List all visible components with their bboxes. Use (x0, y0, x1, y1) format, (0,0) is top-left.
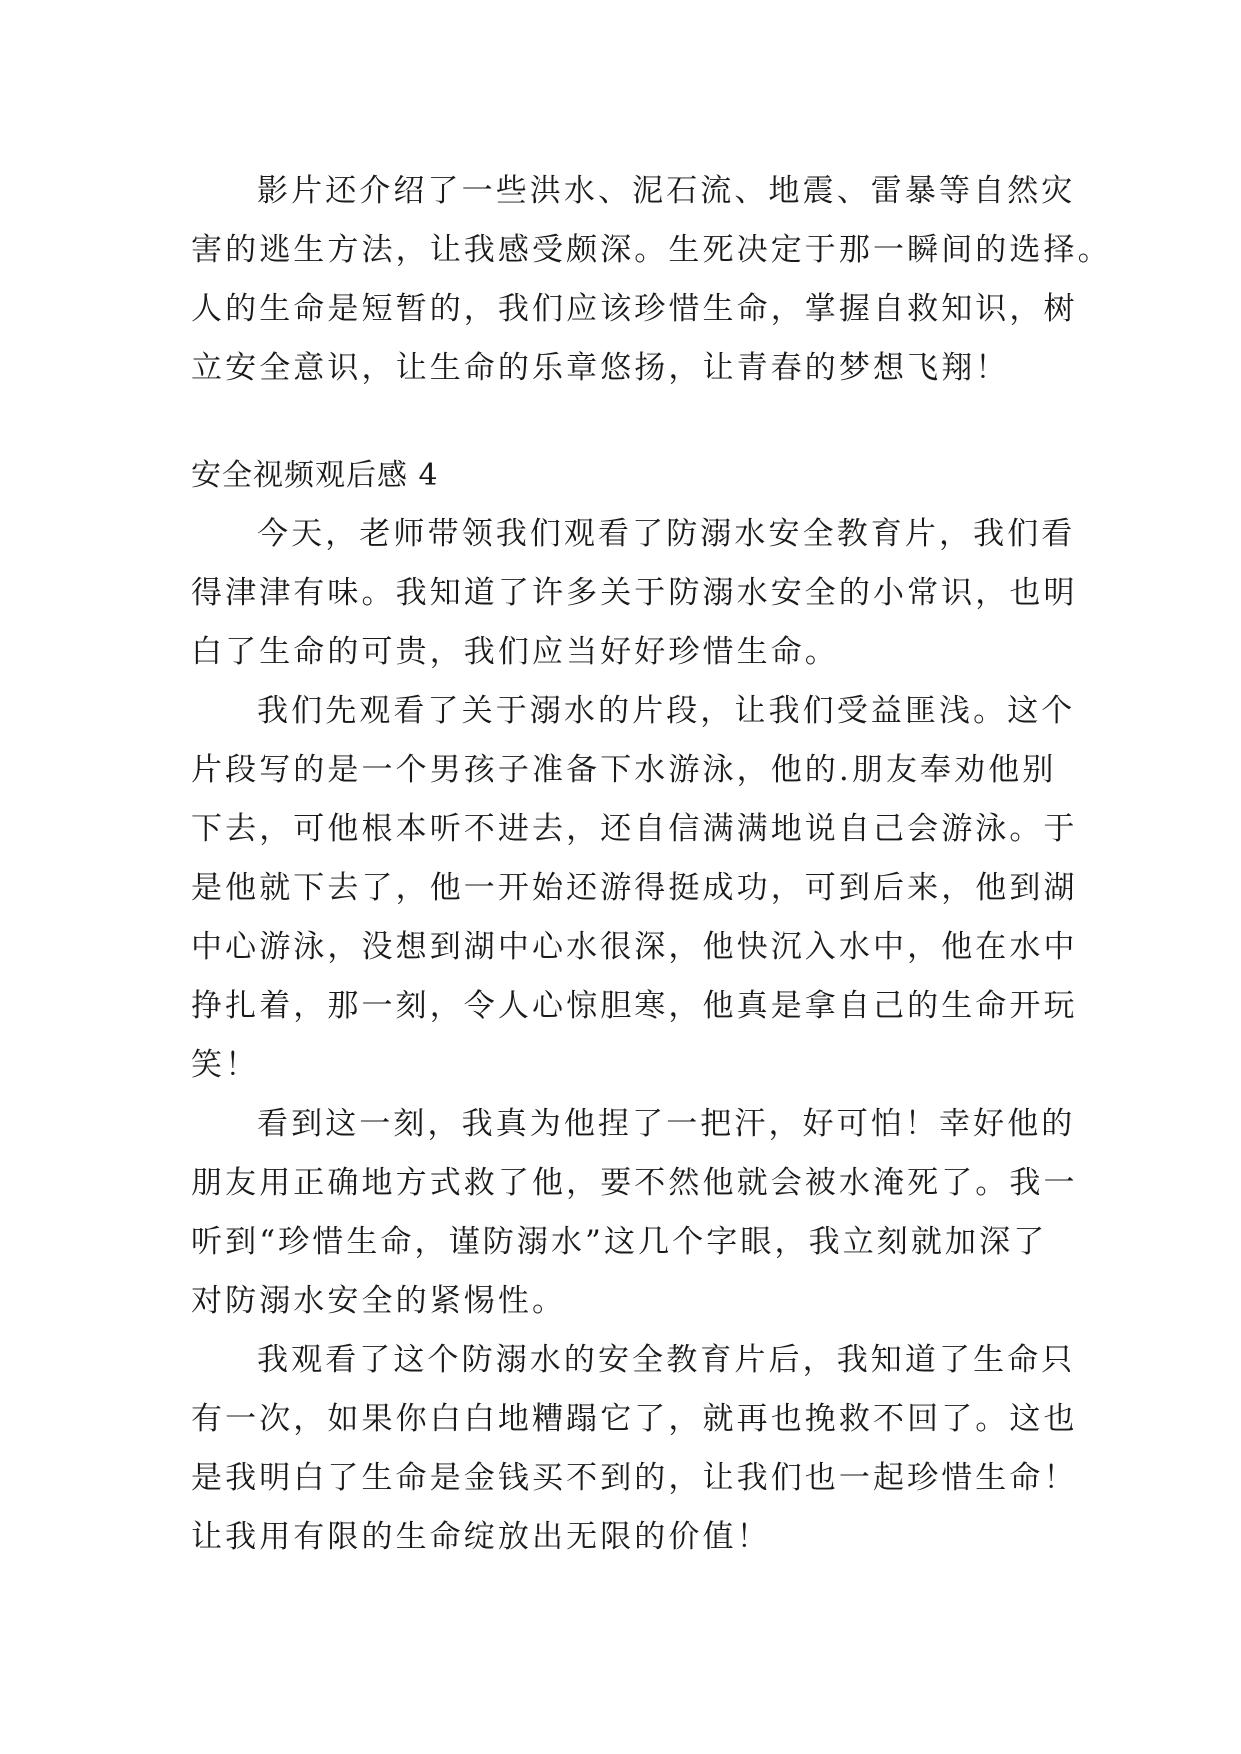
section-heading-block (191, 446, 1071, 505)
paragraph-line: 中心游泳，没想到湖中心水很深，他快沉入水中，他在水中 (191, 929, 1078, 965)
paragraph-1 (191, 505, 1078, 682)
paragraph-line: 白了生命的可贵，我们应当好好珍惜生命。 (191, 634, 839, 670)
paragraph-line: 下去，可他根本听不进去，还自信满满地说自己会游泳。于 (191, 811, 1078, 847)
paragraph-line: 今天，老师带领我们观看了防溺水安全教育片，我们看 (257, 516, 1076, 552)
paragraph-line: 笑！ (191, 1047, 260, 1083)
intro-paragraph (191, 162, 1112, 398)
paragraph-3 (191, 1095, 1078, 1331)
paragraph-line: 让我用有限的生命绽放出无限的价值！ (191, 1519, 771, 1555)
paragraph-line: 有一次，如果你白白地糟蹋它了，就再也挽救不回了。这也 (191, 1401, 1078, 1437)
paragraph-line: 对防溺水安全的紧惕性。 (191, 1283, 567, 1319)
paragraph-line: 立安全意识，让生命的乐章悠扬，让青春的梦想飞翔！ (191, 350, 1010, 386)
paragraph-line: 看到这一刻，我真为他捏了一把汗，好可怕！幸好他的 (257, 1106, 1076, 1142)
paragraph-line: 害的逃生方法，让我感受颇深。生死决定于那一瞬间的选择。 (191, 232, 1112, 268)
paragraph-line: 影片还介绍了一些洪水、泥石流、地震、雷暴等自然灾 (257, 173, 1076, 209)
paragraph-line: 是他就下去了，他一开始还游得挺成功，可到后来，他到湖 (191, 870, 1078, 906)
paragraph-line: 挣扎着，那一刻，令人心惊胆寒，他真是拿自己的生命开玩 (191, 988, 1078, 1024)
paragraph-line: 朋友用正确地方式救了他，要不然他就会被水淹死了。我一 (191, 1165, 1078, 1201)
paragraph-line: 人的生命是短暂的，我们应该珍惜生命，掌握自救知识，树 (191, 291, 1078, 327)
paragraph-line: 得津津有味。我知道了许多关于防溺水安全的小常识，也明 (191, 575, 1078, 611)
paragraph-line: 是我明白了生命是金钱买不到的，让我们也一起珍惜生命！ (191, 1460, 1078, 1496)
paragraph-line: 片段写的是一个男孩子准备下水游泳，他的.朋友奉劝他别 (191, 752, 1057, 788)
section-heading: 安全视频观后感 4 (191, 458, 439, 493)
paragraph-line: 听到“珍惜生命，谨防溺水”这几个字眼，我立刻就加深了 (191, 1224, 1048, 1260)
paragraph-line: 我们先观看了关于溺水的片段，让我们受益匪浅。这个 (257, 693, 1076, 729)
paragraph-2 (191, 682, 1078, 1095)
paragraph-4 (191, 1331, 1078, 1567)
paragraph-line: 我观看了这个防溺水的安全教育片后，我知道了生命只 (257, 1342, 1076, 1378)
